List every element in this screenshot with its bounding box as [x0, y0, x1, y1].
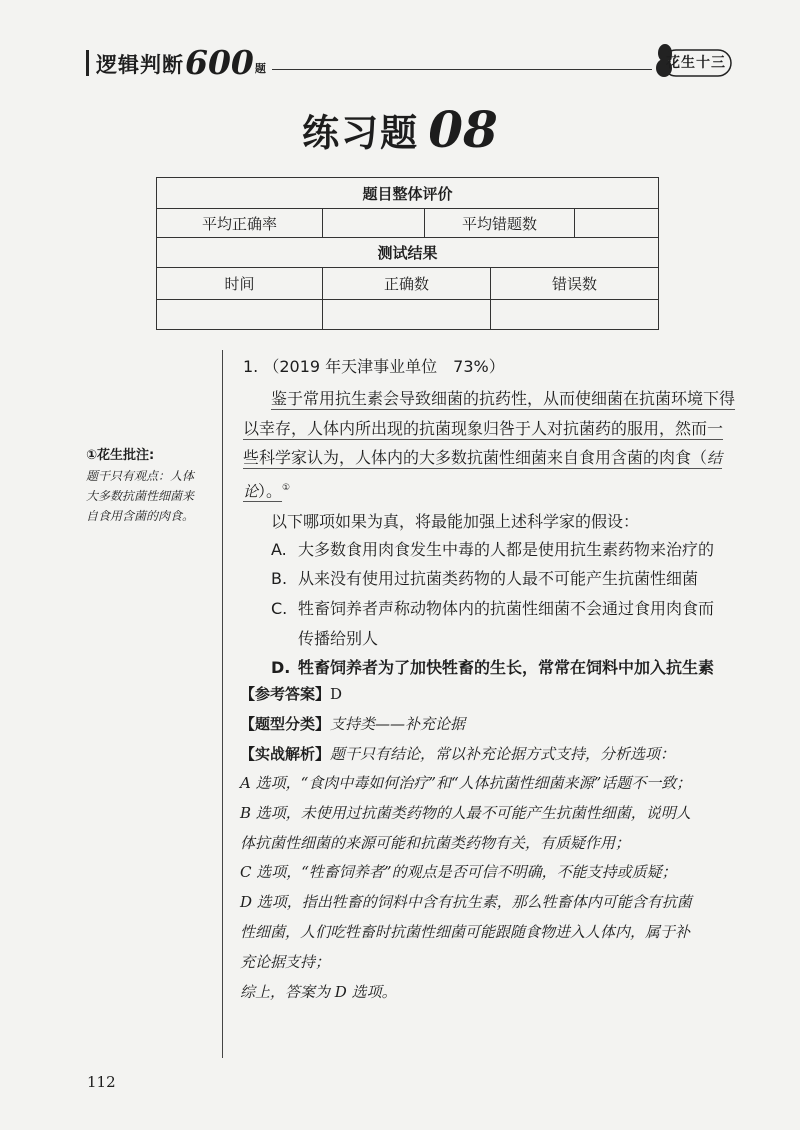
- question-source: （2019 年天津事业单位 73%）: [263, 357, 505, 376]
- type-line: [240, 713, 465, 734]
- correct-label: 正确数: [323, 268, 491, 300]
- page-title: [0, 100, 800, 159]
- margin-note-line: 题干只有观点：人体: [86, 469, 195, 483]
- analysis-tag: 【实战解析】: [240, 745, 331, 763]
- type-tag: 【题型分类】: [240, 715, 331, 733]
- question-header: [243, 354, 505, 377]
- option-text: 牲畜饲养者为了加快牲畜的生长，常常在饲料中加入抗生素: [298, 658, 715, 677]
- header-bar: [86, 50, 89, 76]
- analysis-body: [240, 769, 740, 1007]
- option-text: 牲畜饲养者声称动物体内的抗菌性细菌不会通过食用肉食而: [298, 599, 715, 618]
- option-b[interactable]: [271, 564, 698, 594]
- stem-underlined-text: 鉴于常用抗生素会导致细菌的抗药性，从而使细菌在抗菌环境下得以幸存，人体内所出现的抗菌现象归咎于人对抗菌药的服用，然而一些科学家认为，人体内的大多数抗菌性细菌来自食用含菌的肉食（: [243, 389, 736, 467]
- analysis-intro-line: [240, 743, 675, 764]
- header-rule: [272, 69, 652, 70]
- margin-note: [86, 466, 220, 526]
- annotation-marker: ①: [282, 482, 291, 493]
- option-d[interactable]: [271, 653, 714, 683]
- page-number: 112: [87, 1073, 116, 1091]
- answer-line: [240, 683, 342, 704]
- margin-note-line: 自食用含菌的肉食。: [86, 509, 195, 523]
- running-header: [86, 44, 266, 80]
- analysis-line: B 选项，未使用过抗菌类药物的人最不可能产生抗菌性细菌，说明人: [240, 803, 691, 822]
- analysis-line: 体抗菌性细菌的来源可能和抗菌类药物有关，有质疑作用；: [240, 833, 631, 852]
- stem-close: ）。: [258, 480, 283, 500]
- question-stem: [243, 384, 738, 506]
- question-prompt: 以下哪项如果为真，将最能加强上述科学家的假设：: [271, 512, 640, 531]
- margin-divider: [222, 350, 223, 1058]
- option-a[interactable]: [271, 535, 714, 565]
- evaluation-table: [156, 177, 659, 330]
- overall-heading: 题目整体评价: [157, 178, 659, 209]
- analysis-line: 充论据支持；: [240, 952, 331, 971]
- stem-conclusion-label: 结论: [243, 449, 723, 500]
- option-letter: C.: [271, 599, 288, 618]
- option-letter: A.: [271, 540, 287, 559]
- analysis-line: D 选项，指出牲畜的饲料中含有抗生素，那么牲畜体内可能含有抗菌: [240, 893, 692, 912]
- wrong-cell[interactable]: [491, 300, 659, 330]
- question-number: 1.: [243, 357, 259, 376]
- option-letter: D.: [271, 658, 291, 677]
- type-value: 支持类——补充论据: [330, 715, 466, 733]
- analysis-line: 综上，答案为 D 选项。: [240, 982, 397, 1001]
- analysis-line: C 选项，“牲畜饲养者”的观点是否可信不明确，不能支持或质疑；: [240, 863, 677, 882]
- avg-accuracy-cell[interactable]: [323, 209, 425, 238]
- time-cell[interactable]: [157, 300, 323, 330]
- avg-errors-cell[interactable]: [575, 209, 659, 238]
- answer-tag: 【参考答案】: [240, 685, 331, 703]
- option-text: 从来没有使用过抗菌类药物的人最不可能产生抗菌性细菌: [298, 569, 699, 588]
- wrong-label: 错误数: [491, 268, 659, 300]
- page-title-label: 练习题: [302, 111, 420, 155]
- analysis-line: A 选项，“食肉中毒如何治疗”和“人体抗菌性细菌来源”话题不一致；: [240, 774, 692, 792]
- result-heading: 测试结果: [157, 238, 659, 268]
- option-c[interactable]: [271, 594, 714, 654]
- avg-errors-label: 平均错题数: [425, 209, 575, 238]
- analysis-intro: 题干只有结论，常以补充论据方式支持，分析选项：: [330, 745, 676, 763]
- analysis-line: 性细菌，人们吃牲畜时抗菌性细菌可能跟随食物进入人体内，属于补: [240, 922, 691, 941]
- brand-name: 花生十三: [666, 55, 726, 71]
- avg-accuracy-label: 平均正确率: [157, 209, 323, 238]
- correct-cell[interactable]: [323, 300, 491, 330]
- book-suffix: 题: [254, 62, 266, 75]
- page-title-number: 08: [428, 100, 498, 159]
- option-text-continued: 传播给别人: [298, 629, 379, 648]
- option-letter: B.: [271, 569, 288, 588]
- option-text: 大多数食用肉食发生中毒的人都是使用抗生素药物来治疗的: [298, 540, 715, 559]
- margin-note-title: ①花生批注:: [86, 448, 155, 463]
- time-label: 时间: [157, 268, 323, 300]
- book-number: 600: [185, 43, 254, 82]
- margin-note-line: 大多数抗菌性细菌来: [86, 489, 195, 503]
- book-title: 逻辑判断: [96, 53, 184, 77]
- answer-value: D: [330, 685, 343, 703]
